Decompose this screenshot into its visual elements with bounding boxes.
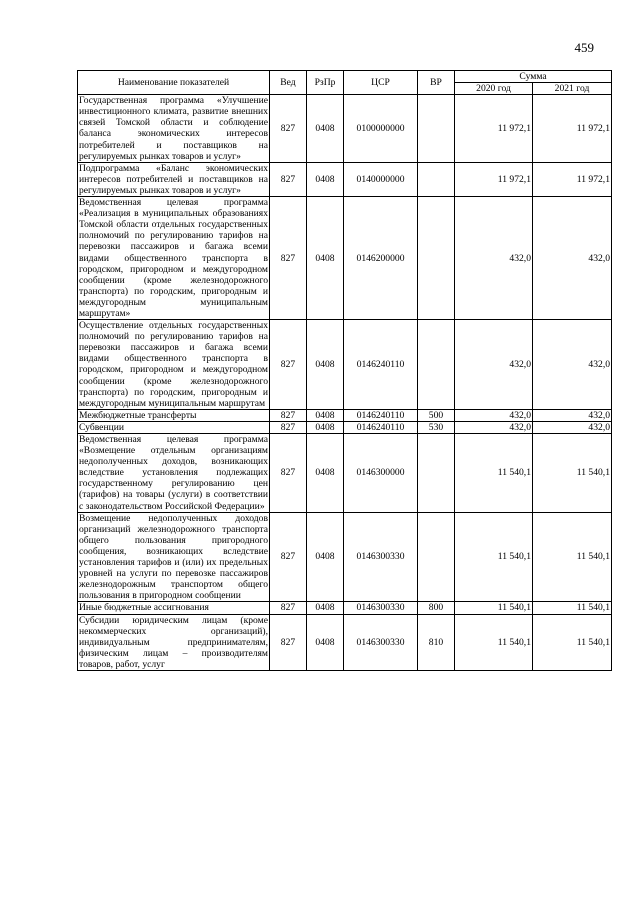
header-name: Наименование показателей [78,71,270,95]
table-row [78,512,612,602]
cell-rzpr: 0408 [307,409,344,421]
cell-rzpr: 0408 [307,421,344,433]
cell-ved: 827 [270,197,307,320]
table-row [78,409,612,421]
cell-sum-2021: 432,0 [533,409,612,421]
cell-sum-2021: 432,0 [533,320,612,410]
cell-csr: 0146200000 [344,197,418,320]
cell-name: Ведомственная целевая программа «Реализация в муниципальных образованиях Томской области отдельных государственных полномочий по регулированию тарифов на перевозки пассажиров и багажа всеми видами общественного транспорта в городском, пригородном и междугородном сообщении (кроме железнодорожного транспорта) по городским, пригородным и междугородным муниципальным маршрутам» [79,197,268,319]
cell-vr [418,320,455,410]
cell-rzpr: 0408 [307,614,344,670]
cell-rzpr: 0408 [307,320,344,410]
cell-rzpr: 0408 [307,197,344,320]
cell-vr [418,197,455,320]
header-year-2020: 2020 год [455,83,533,95]
cell-sum-2020: 432,0 [455,320,533,410]
cell-sum-2020: 432,0 [455,197,533,320]
cell-name: Осуществление отдельных государственных полномочий по регулированию тарифов на перевозки пассажиров и багажа всеми видами общественного транспорта в городском, пригородном и междугородном сообщении (кроме железнодорожного транспорта) по городским, пригородным и междугородным муниципальным маршрутам [79,320,268,409]
cell-vr: 810 [418,614,455,670]
cell-csr: 0140000000 [344,162,418,196]
table-row [78,197,612,320]
header-sum: Сумма [455,71,612,83]
table-row [78,434,612,513]
cell-csr: 0146240110 [344,409,418,421]
cell-sum-2020: 11 972,1 [455,95,533,163]
cell-vr [418,162,455,196]
cell-name: Ведомственная целевая программа «Возмещение отдельным организациям недополученных доходов, возникающих вследствие установления подлежащих государственному регулированию цен (тарифов) на товары (услуги) в соответствии с законодательством Российской Федерации» [79,434,268,512]
cell-sum-2020: 11 540,1 [455,512,533,602]
cell-name: Государственная программа «Улучшение инвестиционного климата, развитие внешних связей Томской области и соблюдение баланса экономических интересов потребителей и поставщиков на регулируемых рынках товаров и услуг» [79,95,268,162]
cell-sum-2020: 11 540,1 [455,602,533,614]
cell-vr: 800 [418,602,455,614]
cell-vr: 500 [418,409,455,421]
cell-rzpr: 0408 [307,434,344,513]
cell-sum-2021: 432,0 [533,421,612,433]
cell-csr: 0100000000 [344,95,418,163]
cell-sum-2021: 11 540,1 [533,512,612,602]
table-row [78,602,612,614]
cell-sum-2021: 11 972,1 [533,95,612,163]
table-row [78,320,612,410]
cell-sum-2021: 11 540,1 [533,434,612,513]
cell-rzpr: 0408 [307,512,344,602]
cell-sum-2020: 11 972,1 [455,162,533,196]
cell-rzpr: 0408 [307,95,344,163]
cell-rzpr: 0408 [307,602,344,614]
cell-vr [418,95,455,163]
cell-ved: 827 [270,409,307,421]
cell-csr: 0146300000 [344,434,418,513]
cell-csr: 0146300330 [344,614,418,670]
cell-ved: 827 [270,602,307,614]
table-row [78,421,612,433]
cell-sum-2020: 432,0 [455,409,533,421]
cell-csr: 0146300330 [344,602,418,614]
header-ved: Вед [270,71,307,95]
cell-vr [418,434,455,513]
cell-ved: 827 [270,512,307,602]
cell-ved: 827 [270,162,307,196]
cell-ved: 827 [270,95,307,163]
cell-ved: 827 [270,320,307,410]
cell-sum-2021: 11 540,1 [533,614,612,670]
cell-sum-2021: 11 540,1 [533,602,612,614]
header-rzpr: РзПр [307,71,344,95]
cell-ved: 827 [270,421,307,433]
cell-name: Иные бюджетные ассигнования [78,602,270,614]
cell-sum-2020: 11 540,1 [455,434,533,513]
cell-sum-2021: 11 972,1 [533,162,612,196]
cell-csr: 0146240110 [344,421,418,433]
cell-csr: 0146240110 [344,320,418,410]
cell-name: Субсидии юридическим лицам (кроме некоммерческих организаций), индивидуальным предпринимателям, физическим лицам – производителям товаров, работ, услуг [79,614,268,670]
cell-vr: 530 [418,421,455,433]
cell-sum-2020: 432,0 [455,421,533,433]
table-body [78,95,612,671]
cell-name: Субвенции [78,421,270,433]
cell-name: Возмещение недополученных доходов организаций железнодорожного транспорта общего пользования пригородного сообщения, возникающих вследствие установления тарифов и (или) их предельных уровней на услуги по перевозке пассажиров железнодорожным транспортом общего пользования в пригородном сообщении [79,512,268,602]
cell-csr: 0146300330 [344,512,418,602]
cell-rzpr: 0408 [307,162,344,196]
table-row [78,95,612,163]
header-year-2021: 2021 год [533,83,612,95]
budget-table [77,70,612,671]
table-row [78,162,612,196]
cell-vr [418,512,455,602]
page-number: 459 [574,40,594,55]
table-row [78,614,612,670]
header-vr: ВР [418,71,455,95]
cell-name: Межбюджетные трансферты [78,409,270,421]
cell-sum-2021: 432,0 [533,197,612,320]
cell-sum-2020: 11 540,1 [455,614,533,670]
cell-ved: 827 [270,434,307,513]
header-csr: ЦСР [344,71,418,95]
cell-ved: 827 [270,614,307,670]
cell-name: Подпрограмма «Баланс экономических интересов потребителей и поставщиков на регулируемых рынках товаров и услуг» [79,162,268,196]
